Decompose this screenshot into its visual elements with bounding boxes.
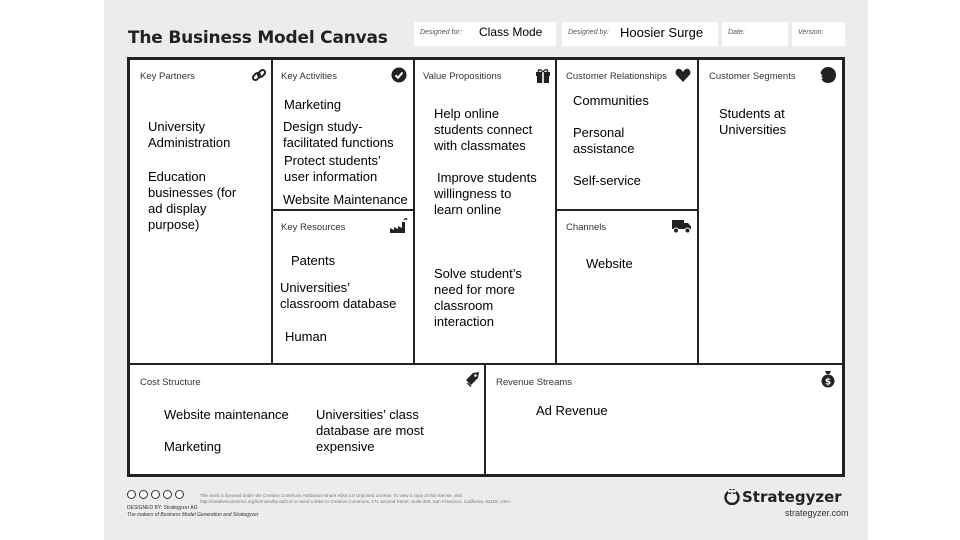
key-resources-item: Universities’ (280, 280, 351, 295)
key-partners-title: Key Partners (140, 71, 195, 82)
channels-item: Website (586, 256, 633, 271)
key-partners-item: businesses (for (148, 185, 237, 200)
check-icon (391, 67, 407, 83)
cost-structure-block[interactable] (130, 363, 486, 477)
factory-icon (389, 218, 409, 234)
cost-structure-item: Universities’ class (316, 407, 419, 422)
cc-nc-icon (163, 490, 172, 499)
customer-segments-title: Customer Segments (709, 71, 796, 82)
cost-structure-item: database are most (316, 423, 424, 438)
cost-structure-item: Marketing (164, 439, 222, 454)
designed-by-value: Hoosier Surge (620, 25, 704, 40)
value-propositions-title: Value Propositions (423, 71, 502, 82)
key-partners-item: purpose) (148, 217, 200, 232)
key-resources-item: Patents (291, 253, 336, 268)
key-activities-title: Key Activities (281, 71, 337, 82)
truck-icon (671, 218, 693, 234)
cc-info-icon (175, 490, 184, 499)
revenue-streams-block[interactable] (486, 363, 842, 477)
tag-icon (464, 371, 480, 387)
customer-segments-item: Universities (719, 122, 787, 137)
designed-by-footer: DESIGNED BY: Strategyzer AG (127, 505, 198, 511)
key-partners-item: Education (148, 169, 206, 184)
key-activities-item: Marketing (284, 97, 342, 112)
customer-relationships-title: Customer Relationships (566, 71, 667, 82)
key-activities-item: user information (284, 169, 378, 184)
key-resources-block[interactable] (273, 211, 415, 363)
value-propositions-item: with classmates (434, 138, 526, 153)
cost-structure-item: Website maintenance (164, 407, 289, 422)
revenue-streams-item: Ad Revenue (536, 403, 608, 418)
customer-relationships-block[interactable] (557, 60, 699, 211)
revenue-streams-title: Revenue Streams (496, 377, 573, 388)
key-activities-item: facilitated functions (283, 135, 394, 150)
customer-segments-block[interactable] (699, 60, 842, 363)
cc-icon (127, 490, 136, 499)
value-propositions-item: Solve student’s (434, 266, 522, 281)
cost-structure-item: expensive (316, 439, 375, 454)
cc-sa-icon (151, 490, 160, 499)
value-propositions-item: learn online (434, 202, 502, 217)
svg-text:$: $ (824, 377, 832, 388)
person-icon (819, 66, 837, 84)
cc-by-icon (139, 490, 148, 499)
customer-relationships-item: Personal (573, 125, 625, 140)
key-activities-block[interactable] (273, 60, 415, 211)
key-partners-item: University (148, 119, 206, 134)
customer-segments-item: Students at (719, 106, 785, 121)
key-partners-block[interactable] (130, 60, 273, 363)
key-activities-item: Protect students’ (284, 153, 381, 168)
value-propositions-item: Help online (434, 106, 500, 121)
channels-title: Channels (566, 222, 607, 233)
license-text-line2: http://creativecommons.org/licenses/by-sa/3.0/ or send a letter to Creative Commons, 171 Second Street, Suite 300, San Francisco, California, 94105, USA. (200, 499, 511, 504)
designed-for-value: Class Mode (479, 25, 543, 39)
key-resources-title: Key Resources (281, 222, 346, 233)
license-text-line1: This work is licensed under the Creative Commons Attribution-Share Alike 3.0 Unported License. To view a copy of this license, visit (200, 493, 462, 498)
version-label: Version: (798, 29, 824, 36)
heart-icon (675, 67, 691, 83)
value-propositions-item: classroom (434, 298, 494, 313)
link-icon (251, 67, 267, 83)
key-activities-item: Design study- (283, 119, 363, 134)
date-label: Date: (728, 29, 745, 36)
designed-by-label: Designed by: (568, 29, 609, 36)
customer-relationships-item: Communities (573, 93, 649, 108)
key-partners-item: ad display (148, 201, 207, 216)
designed-for-field[interactable] (414, 22, 556, 46)
brand-name: Strategyzer (742, 488, 842, 506)
designed-for-label: Designed for: (420, 29, 462, 36)
creative-commons-icons (127, 490, 184, 499)
customer-relationships-item: Self-service (573, 173, 641, 188)
cost-structure-title: Cost Structure (140, 377, 201, 388)
value-propositions-block[interactable] (415, 60, 557, 363)
value-propositions-item: need for more (434, 282, 515, 297)
date-field[interactable] (722, 22, 788, 46)
customer-relationships-item: assistance (573, 141, 635, 156)
designed-by-field[interactable] (562, 22, 718, 46)
brand-url[interactable]: strategyzer.com (785, 508, 849, 518)
page-title: The Business Model Canvas (128, 28, 388, 48)
key-partners-item: Administration (148, 135, 231, 150)
gift-icon (535, 67, 551, 83)
key-resources-item: Human (285, 329, 327, 344)
value-propositions-item: interaction (434, 314, 494, 329)
tagline: The makers of Business Model Generation and Strategyzer (127, 512, 259, 518)
version-field[interactable] (792, 22, 845, 46)
moneybag-icon (820, 370, 836, 388)
key-resources-item: classroom database (280, 296, 397, 311)
strategyzer-mark-icon (724, 489, 740, 505)
key-activities-item: Website Maintenance (283, 192, 408, 207)
value-propositions-item: Improve students (437, 170, 537, 185)
value-propositions-item: students connect (434, 122, 533, 137)
strategyzer-logo (724, 488, 842, 506)
value-propositions-item: willingness to (434, 186, 512, 201)
business-model-canvas (127, 57, 845, 477)
channels-block[interactable] (557, 211, 699, 363)
